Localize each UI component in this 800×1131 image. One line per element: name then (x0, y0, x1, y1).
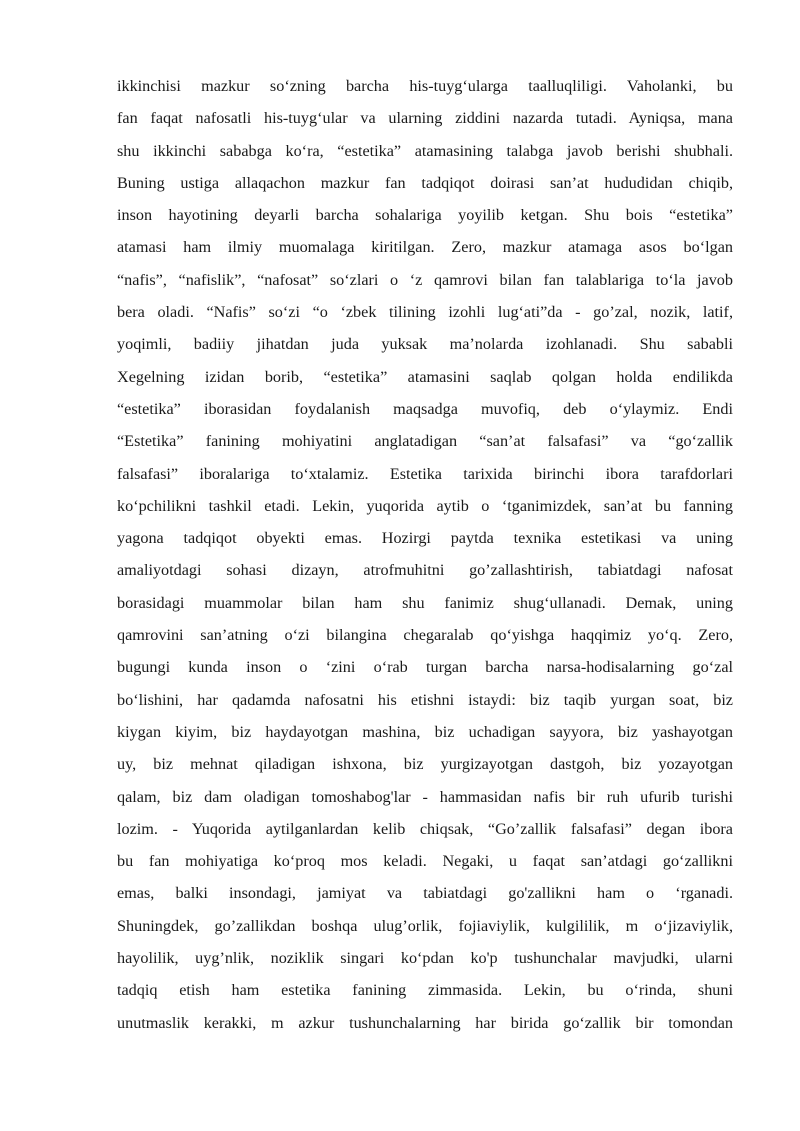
text-line: bera oladi. “Nafis” so‘zi “o ‘zbek tilining izohli lug‘ati”da - go’zal, nozik, latif, (117, 303, 733, 322)
text-line: qalam, biz dam oladigan tomoshabog'lar - hammasidan nafis bir ruh ufurib turishi (117, 787, 733, 806)
text-line: hayolilik, uyg’nlik, noziklik singari ko‘pdan ko'p tushunchalar mavjudki, ularni (117, 949, 733, 968)
text-line: ikkinchisi mazkur so‘zning barcha his-tuyg‘ularga taalluqliligi. Vaholanki, bu (117, 77, 733, 95)
text-line: emas, balki insondagi, jamiyat va tabiatdagi go'zallikni ham o ‘rganadi. (117, 884, 733, 903)
text-line: inson hayotining deyarli barcha sohalariga yoyilib ketgan. Shu bois “estetika” (117, 206, 733, 225)
text-line: bo‘lishini, har qadamda nafosatni his etishni istaydi: biz taqib yurgan soat, biz (117, 690, 733, 709)
text-line: shu ikkinchi sababga ko‘ra, “estetika” atamasining talabga javob berishi shubhali. (117, 141, 733, 160)
text-line: Shuningdek, go’zallikdan boshqa ulug’orlik, fojiaviylik, kulgililik, m o‘jizaviylik, (117, 916, 733, 935)
text-line: atamasi ham ilmiy muomalaga kiritilgan. Zero, mazkur atamaga asos bo‘lgan (117, 238, 733, 257)
text-line: “nafis”, “nafislik”, “nafosat” so‘zlari o ‘z qamrovi bilan fan talablariga to‘la javob (117, 270, 733, 289)
text-line: Xegelning izidan borib, “estetika” atamasini saqlab qolgan holda endilikda (117, 367, 733, 386)
text-line: ko‘pchilikni tashkil etadi. Lekin, yuqorida aytib o ‘tganimizdek, san’at bu fanning (117, 496, 733, 515)
text-line: qamrovini san’atning o‘zi bilangina chegaralab qo‘yishga haqqimiz yo‘q. Zero, (117, 626, 733, 645)
text-line: bu fan mohiyatiga ko‘proq mos keladi. Negaki, u faqat san’atdagi go‘zallikni (117, 852, 733, 871)
text-line: yagona tadqiqot obyekti emas. Hozirgi paytda texnika estetikasi va uning (117, 529, 733, 548)
text-line: fan faqat nafosatli his-tuyg‘ular va ularning ziddini nazarda tutadi. Ayniqsa, mana (117, 109, 733, 128)
text-line: “estetika” iborasidan foydalanish maqsadga muvofiq, deb o‘ylaymiz. Endi (117, 399, 733, 418)
text-line: uy, biz mehnat qiladigan ishxona, biz yurgizayotgan dastgoh, biz yozayotgan (117, 755, 733, 774)
text-line: tadqiq etish ham estetika fanining zimmasida. Lekin, bu o‘rinda, shuni (117, 981, 733, 1000)
text-line: amaliyotdagi sohasi dizayn, atrofmuhitni go’zallashtirish, tabiatdagi nafosat (117, 561, 733, 580)
text-line: bugungi kunda inson o ‘zini o‘rab turgan barcha narsa-hodisalarning go‘zal (117, 658, 733, 677)
text-line: “Estetika” fanining mohiyatini anglatadigan “san’at falsafasi” va “go‘zallik (117, 432, 733, 451)
body-text (117, 70, 733, 1039)
text-line: Buning ustiga allaqachon mazkur fan tadqiqot doirasi san’at hududidan chiqib, (117, 173, 733, 192)
text-line: unutmaslik kerakki, m azkur tushunchalarning har birida go‘zallik bir tomondan (117, 1013, 733, 1032)
text-line: borasidagi muammolar bilan ham shu fanimiz shug‘ullanadi. Demak, uning (117, 593, 733, 612)
text-line: falsafasi” iboralariga to‘xtalamiz. Estetika tarixida birinchi ibora tarafdorlari (117, 464, 733, 483)
text-line: yoqimli, badiiy jihatdan juda yuksak ma’nolarda izohlanadi. Shu sababli (117, 335, 733, 354)
text-line: lozim. - Yuqorida aytilganlardan kelib chiqsak, “Go’zallik falsafasi” degan ibora (117, 819, 733, 838)
text-line: kiygan kiyim, biz haydayotgan mashina, biz uchadigan sayyora, biz yashayotgan (117, 722, 733, 741)
